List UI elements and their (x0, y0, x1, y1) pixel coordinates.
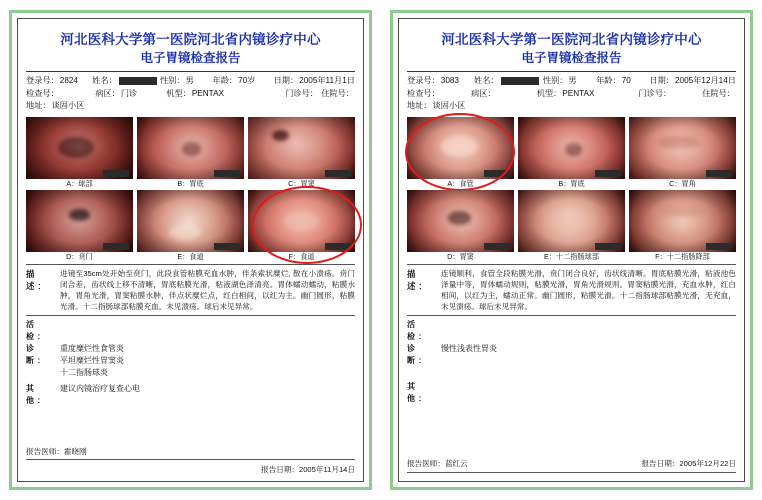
image-cell (518, 117, 625, 188)
endoscopy-image (26, 117, 133, 179)
inpatient-no-cell: 住院号： (321, 88, 354, 98)
date-value: 2005年12月14日 (674, 76, 736, 86)
report-subtitle: 电子胃镜检查报告 (140, 50, 241, 65)
endoscopy-image (518, 190, 625, 252)
image-cell (248, 117, 355, 188)
diagnosis-value (441, 343, 736, 355)
image-cell (137, 117, 244, 188)
report-left-title-block (26, 31, 355, 67)
doctor-value: 霍晓刚 (63, 447, 87, 456)
report-date-value: 2005年12月22日 (679, 459, 736, 468)
other-value: 建议内镜治疗复查心电 (60, 384, 140, 393)
hospital-title: 河北医科大学第一医院河北省内镜诊疗中心 (60, 32, 321, 47)
image-cell (629, 117, 736, 188)
machine-value: PENTAX (191, 88, 224, 98)
footer-spacer (26, 464, 261, 475)
image-caption: F：十二指肠降部 (655, 252, 710, 262)
image-cell (629, 190, 736, 261)
doctor-signature (407, 458, 468, 469)
image-caption: D：贲门 (66, 252, 93, 262)
report-left-frame (9, 10, 372, 490)
inpatient-no-cell: 住院号： (702, 88, 735, 98)
image-cell-marked (407, 117, 514, 188)
description-text: 连镜顺利，食管全段粘膜光滑，贲门闭合良好，齿状线清晰。胃底粘膜光滑，粘液池色泽量中等，胃体蠕动规则，粘膜光滑，胃角光滑规则。胃窦粘膜光滑，充血水肿，红白相间，以红为主，蠕动正常。幽门圆形，粘膜光滑。十二指肠球部粘膜光滑，无充血，未见溃疡。球后未见异常。 (441, 269, 736, 311)
meta-row-1 (407, 75, 736, 88)
redaction-bar-image (706, 243, 732, 250)
description-fields-divider (26, 315, 355, 316)
dept-cell: 病区： 门诊 (95, 88, 166, 101)
hospital-title: 河北医科大学第一医院河北省内镜诊疗中心 (441, 32, 702, 47)
address-cell: 地址： 谈固小区 (26, 100, 84, 113)
footer-divider (407, 472, 736, 473)
image-caption: E：食道 (177, 252, 204, 262)
endoscopy-image (407, 117, 514, 179)
diagnosis-value (60, 343, 355, 379)
machine-value: PENTAX (562, 88, 595, 98)
meta-row-1 (26, 75, 355, 88)
redaction-bar-image (706, 170, 732, 177)
patient-meta-left (26, 75, 355, 113)
diagnosis-label: 诊 断： (26, 344, 48, 365)
image-cell-marked (248, 190, 355, 261)
report-right-footer (407, 454, 736, 475)
diagnosis-row (26, 343, 355, 379)
report-right-body (398, 18, 745, 482)
fields-section-left (26, 319, 355, 407)
clinic-no-cell: 门诊号： (638, 88, 672, 98)
check-no-cell: 检查号： (26, 88, 59, 98)
age-value: 70 (621, 76, 631, 86)
sex-value: 男 (185, 76, 194, 86)
footer-divider (26, 459, 355, 460)
redaction-bar-image (595, 170, 621, 177)
description-section-left (26, 268, 355, 312)
other-row (407, 381, 736, 405)
reg-no-value: 3083 (440, 76, 459, 86)
title-divider (407, 71, 736, 72)
report-date (641, 458, 736, 469)
endoscopy-image (26, 190, 133, 252)
diagnosis-line: 十二指肠球炎 (60, 368, 108, 377)
redaction-bar-name (501, 77, 539, 85)
redaction-bar-image (214, 170, 240, 177)
dept-value: 门诊 (120, 88, 138, 98)
report-right-wrapper (381, 0, 762, 500)
image-caption: B：胃底 (558, 179, 585, 189)
other-row (26, 383, 355, 407)
other-label: 其 他： (26, 384, 48, 405)
machine-cell: 机型： PENTAX (537, 88, 639, 101)
reg-no-value: 2824 (59, 76, 78, 86)
image-caption: D：胃窦 (447, 252, 474, 262)
diagnosis-row (407, 343, 736, 367)
doctor-signature-row (26, 446, 355, 457)
redaction-bar-image (484, 243, 510, 250)
doctor-signature-row (407, 458, 736, 469)
endoscopy-image (137, 117, 244, 179)
endoscopy-image (518, 117, 625, 179)
report-subtitle: 电子胃镜检查报告 (521, 50, 622, 65)
image-cell (137, 190, 244, 261)
address-cell: 地址： 谈固小区 (407, 100, 465, 113)
age-cell: 年龄： 70岁 (213, 75, 274, 88)
description-text: 进镜至35cm处开始至贲门，此段食管粘膜充血水肿，伴条索状糜烂, 散在小溃疡。贲门闭合差，齿状线上移不清晰，胃底粘膜光滑，粘液湖色泽清亮。胃体蠕动蠕动，粘膜水肿，胃角光滑，胃窦粘膜水肿，伴点状糜烂点，红白相间，以红为主。幽门圆形，粘膜光滑。十二指肠球部粘膜充血，未见溃疡。球后未见异常。 (60, 269, 355, 311)
image-caption: C：胃角 (669, 179, 696, 189)
sex-value: 男 (568, 76, 577, 86)
endoscopy-image (137, 190, 244, 252)
redaction-bar-image (325, 243, 351, 250)
age-cell: 年龄： 70 (596, 75, 649, 88)
image-caption: B：胃底 (177, 179, 204, 189)
images-description-divider (407, 264, 736, 265)
image-caption: A：食管 (447, 179, 474, 189)
image-caption: A：球部 (66, 179, 93, 189)
meta-row-3 (26, 100, 355, 113)
endoscopy-image (248, 190, 355, 252)
report-left-footer (26, 446, 355, 475)
endoscopy-image (629, 190, 736, 252)
sex-cell: 性别： 男 (543, 75, 596, 88)
check-no-cell: 检查号： (407, 88, 440, 98)
image-cell (407, 190, 514, 261)
diagnosis-line: 重度糜烂性食管炎 (60, 344, 124, 353)
name-cell: 姓名： (474, 75, 543, 88)
redaction-bar-image (214, 243, 240, 250)
endoscopy-image (248, 117, 355, 179)
endoscopy-image-grid-left (26, 117, 355, 261)
report-right-frame (390, 10, 753, 490)
image-cell (518, 190, 625, 261)
age-value: 70岁 (238, 76, 256, 86)
diagnosis-line: 平坦糜烂性胃窦炎 (60, 356, 124, 365)
report-date-label: 报告日期： (261, 465, 299, 474)
redaction-bar-image (484, 170, 510, 177)
description-section-right (407, 268, 736, 312)
image-cell (26, 117, 133, 188)
report-right-title-block (407, 31, 736, 67)
fields-section-right (407, 319, 736, 405)
doctor-value: 蓝红云 (444, 459, 468, 468)
doctor-label: 报告医师： (26, 447, 64, 456)
date-cell: 日期： 2005年12月14日 (649, 75, 736, 88)
description-fields-divider (407, 315, 736, 316)
redaction-bar-image (103, 170, 129, 177)
redaction-bar-name (119, 77, 157, 85)
machine-cell: 机型： PENTAX (166, 88, 285, 101)
report-date-row (26, 464, 355, 475)
meta-row-3 (407, 100, 736, 113)
other-label: 其 他： (407, 382, 429, 403)
image-caption: F：食道 (288, 252, 315, 262)
biopsy-row (26, 319, 355, 343)
patient-meta-right (407, 75, 736, 113)
date-value: 2005年11月1日 (299, 76, 355, 86)
meta-row-2 (407, 88, 736, 101)
image-caption: C：胃窦 (288, 179, 315, 189)
redaction-bar-image (103, 243, 129, 250)
redaction-bar-image (325, 170, 351, 177)
report-date-label: 报告日期： (641, 459, 680, 468)
reg-no-cell: 登录号： 3083 (407, 75, 474, 88)
image-cell (26, 190, 133, 261)
meta-row-2: 检查号： 病区： 门诊 机型： PENTAX 门诊号： 住院号： (26, 88, 355, 101)
name-cell: 姓名： (92, 75, 160, 88)
description-label: 描 述： (407, 269, 430, 292)
description-label: 描 述： (26, 269, 49, 292)
report-date-value: 2005年11月14日 (298, 465, 355, 474)
diagnosis-label: 诊 断： (407, 344, 429, 365)
redaction-bar-image (595, 243, 621, 250)
title-divider (26, 71, 355, 72)
date-cell: 日期： 2005年11月1日 (274, 75, 355, 88)
endoscopy-image-grid-right (407, 117, 736, 261)
address-value: 谈固小区 (432, 101, 466, 111)
reg-no-cell: 登录号： 2824 (26, 75, 92, 88)
report-left-body (17, 18, 364, 482)
doctor-label: 报告医师： (407, 459, 445, 468)
sex-cell: 性别： 男 (160, 75, 213, 88)
image-caption: E：十二指肠球部 (543, 252, 600, 262)
biopsy-label: 活 检： (407, 320, 429, 341)
address-value: 谈固小区 (51, 101, 85, 111)
images-description-divider (26, 264, 355, 265)
biopsy-label: 活 检： (26, 320, 48, 341)
diagnosis-line: 慢性浅表性胃炎 (441, 344, 497, 353)
dept-cell: 病区： (471, 88, 496, 98)
biopsy-row (407, 319, 736, 343)
endoscopy-image (407, 190, 514, 252)
endoscopy-image (629, 117, 736, 179)
